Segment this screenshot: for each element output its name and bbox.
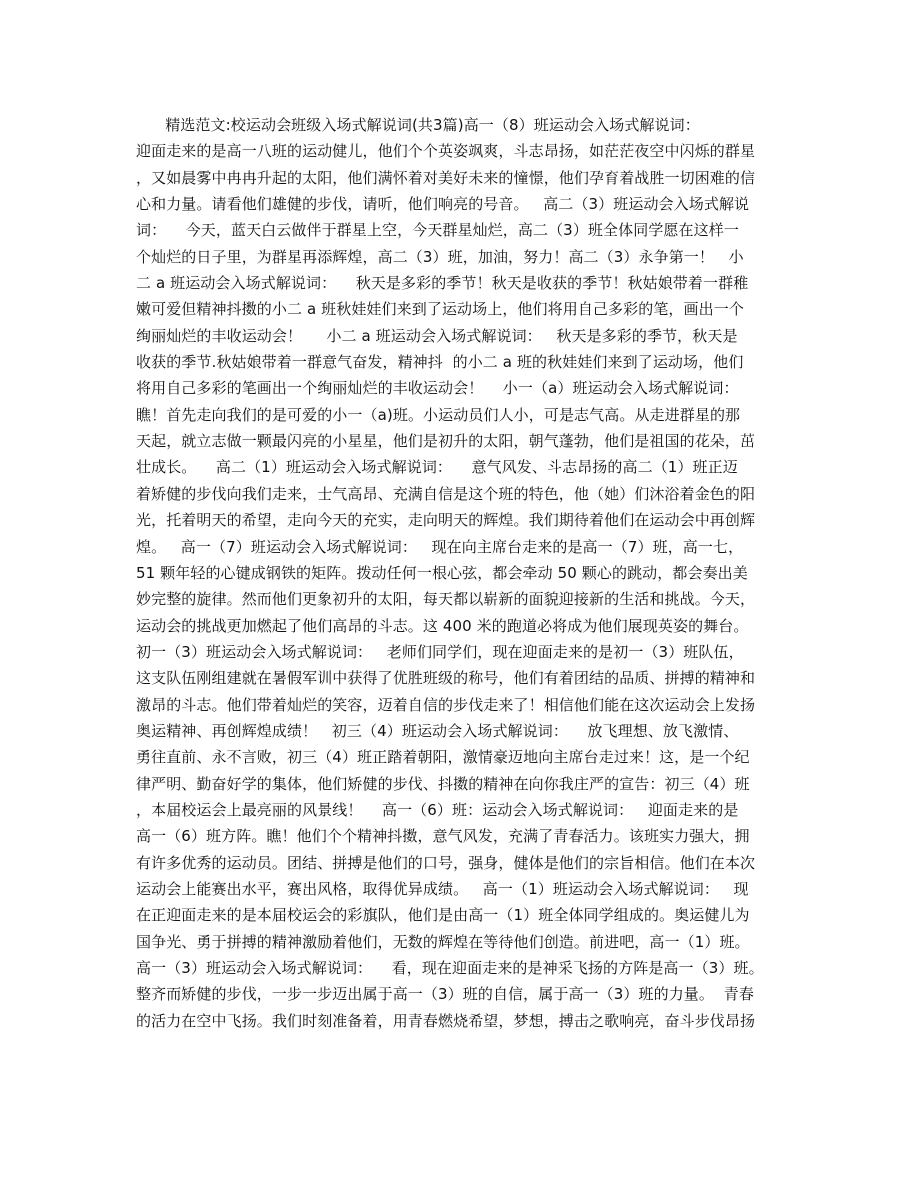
document-page xyxy=(136,112,786,1172)
text-line: 词： 今天，蓝天白云做伴于群星上空，今天群星灿烂，高二（3）班全体同学愿在这样一 xyxy=(136,221,739,240)
text-line: 绚丽灿烂的丰收运动会！ 小二 a 班运动会入场式解说词： 秋天是多彩的季节，秋天是 xyxy=(136,326,738,345)
text-line: 嫩可爱但精神抖擞的小二 a 班秋娃娃们来到了运动场上，他们将用自己多彩的笔，画出一个 xyxy=(136,300,744,319)
text-line: 激昂的斗志。他们带着灿烂的笑容，迈着自信的步伐走来了！相信他们能在这次运动会上发扬 xyxy=(136,695,756,714)
text-line: 运动会的挑战更加燃起了他们高昂的斗志。这 400 米的跑道必将成为他们展现英姿的舞台。 xyxy=(136,616,749,635)
text-line: ，本届校运会上最亮丽的风景线！ 高一（6）班：运动会入场式解说词： 迎面走来的是 xyxy=(136,800,739,819)
text-line: 勇往直前、永不言败，初三（4）班正踏着朝阳，激情豪迈地向主席台走过来！这，是一个纪 xyxy=(136,748,750,767)
text-line: 心和力量。请看他们雄健的步伐，请听，他们响亮的号音。 高二（3）班运动会入场式解说 xyxy=(136,195,750,214)
text-line: 瞧！首先走向我们的是可爱的小一（a)班。小运动员们人小，可是志气高。从走进群星的那 xyxy=(136,405,741,424)
text-line: 律严明、勤奋好学的集体，他们矫健的步伐、抖擞的精神在向你我庄严的宣告：初三（4）班 xyxy=(136,774,750,793)
text-line: 初一（3）班运动会入场式解说词： 老师们同学们，现在迎面走来的是初一（3）班队伍， xyxy=(136,642,744,661)
text-line: 精选范文:校运动会班级入场式解说词(共3篇)高一（8）班运动会入场式解说词： xyxy=(136,116,700,134)
text-line: 收获的季节.秋姑娘带着一群意气奋发，精神抖 的小二 a 班的秋娃娃们来到了运动场，他们 xyxy=(136,353,744,372)
text-line: 迎面走来的是高一八班的运动健儿，他们个个英姿飒爽，斗志昂扬，如茫茫夜空中闪烁的群星 xyxy=(136,142,756,161)
text-line: 在正迎面走来的是本届校运会的彩旗队，他们是由高一（1）班全体同学组成的。奥运健儿为 xyxy=(136,906,750,925)
text-line: 着矫健的步伐向我们走来，士气高昂、充满自信是这个班的特色，他（她）们沐浴着金色的阳 xyxy=(136,484,756,503)
text-line: 这支队伍刚组建就在暑假军训中获得了优胜班级的称号，他们有着团结的品质、拼搏的精神和 xyxy=(136,669,756,688)
text-line: 高一（3）班运动会入场式解说词： 看，现在迎面走来的是神采飞扬的方阵是高一（3）班。 xyxy=(136,959,764,977)
text-line: 国争光、勇于拼搏的精神激励着他们，无数的辉煌在等待他们创造。前进吧，高一（1）班。 xyxy=(136,932,750,951)
text-line: ，又如晨雾中冉冉升起的太阳，他们满怀着对美好未来的憧憬，他们孕育着战胜一切困难的信 xyxy=(136,168,756,187)
text-line: 二 a 班运动会入场式解说词： 秋天是多彩的季节！秋天是收获的季节！秋姑娘带着一群稚 xyxy=(136,274,749,293)
text-line: 有许多优秀的运动员。团结、拼搏是他们的口号，强身，健体是他们的宗旨相信。他们在本次 xyxy=(136,853,756,872)
text-line: 51 颗年轻的心键成钢铁的矩阵。拨动任何一根心弦，都会牵动 50 颗心的跳动，都会奏出美 xyxy=(136,563,748,582)
text-line: 光，托着明天的希望，走向今天的充实，走向明天的辉煌。我们期待着他们在运动会中再创辉 xyxy=(136,511,756,530)
text-line: 妙完整的旋律。然而他们更象初升的太阳，每天都以崭新的面貌迎接新的生活和挑战。今天， xyxy=(136,590,756,609)
text-line: 将用自己多彩的笔画出一个绚丽灿烂的丰收运动会！ 小一（a）班运动会入场式解说词： xyxy=(136,379,739,398)
text-line: 奥运精神、再创辉煌成绩！ 初三（4）班运动会入场式解说词： 放飞理想、放飞激情、 xyxy=(136,721,739,740)
text-line: 煌。 高一（7）班运动会入场式解说词： 现在向主席台走来的是高一（7）班，高一七， xyxy=(136,537,744,556)
text-line: 天起，就立志做一颗最闪亮的小星星，他们是初升的太阳，朝气蓬勃，他们是祖国的花朵，茁 xyxy=(136,432,756,451)
text-line: 壮成长。 高二（1）班运动会入场式解说词： 意气风发、斗志昂扬的高二（1）班正迈 xyxy=(136,458,738,477)
text-line: 的活力在空中飞扬。我们时刻准备着，用青春燃烧希望，梦想，搏击之歌响亮，奋斗步伐昂扬 xyxy=(136,1011,756,1030)
text-line: 个灿烂的日子里，为群星再添辉煌，高二（3）班，加油，努力！高二（3）永争第一！ 小 xyxy=(136,247,744,266)
text-line: 高一（6）班方阵。瞧！他们个个精神抖擞，意气风发，充满了青春活力。该班实力强大，拥 xyxy=(136,827,750,846)
text-line: 运动会上能赛出水平，赛出风格，取得优异成绩。 高一（1）班运动会入场式解说词： 现 xyxy=(136,879,749,898)
text-line: 整齐而矫健的步伐，一步一步迈出属于高一（3）班的自信，属于高一（3）班的力量。 青春 xyxy=(136,985,754,1004)
